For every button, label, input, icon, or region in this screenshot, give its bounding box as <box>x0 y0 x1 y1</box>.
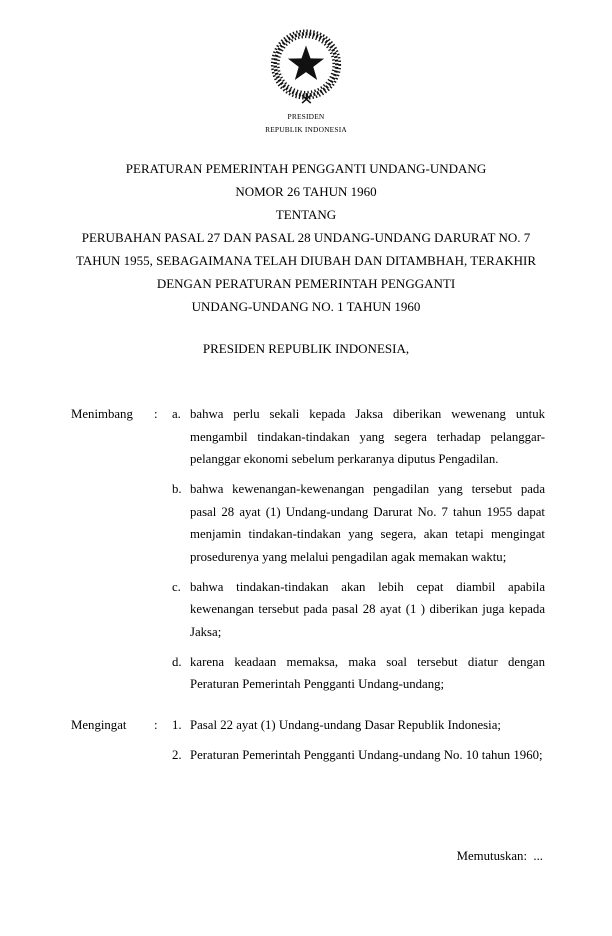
item-marker: b. <box>172 482 182 496</box>
clause-item <box>172 478 545 568</box>
item-marker: c. <box>172 579 181 594</box>
regulation-title <box>0 157 612 318</box>
clause-item <box>172 576 545 644</box>
clause-colon: : <box>154 407 158 421</box>
item-marker: d. <box>172 654 182 669</box>
title-line: TAHUN 1955, SEBAGAIMANA TELAH DIUBAH DAN DITAMBHAH, TERAKHIR <box>75 253 536 268</box>
title-line: PERUBAHAN PASAL 27 DAN PASAL 28 UNDANG-UNDANG DARURAT NO. 7 <box>81 230 531 245</box>
item-text: bahwa perlu sekali kepada Jaksa diberikan wewenang untuk mengambil tindakan-tindakan yang segera terhadap pelanggar-pelanggar ekonomi sebelum perkaranya diputus Pengadilan. <box>190 407 545 466</box>
letterhead <box>0 29 612 136</box>
title-line: TENTANG <box>275 207 337 222</box>
clause-mengingat <box>71 714 545 767</box>
memutuskan-caption: Memutuskan: ... <box>456 849 543 863</box>
menimbang-items <box>172 403 545 696</box>
title-line: NOMOR 26 TAHUN 1960 <box>235 184 377 199</box>
letterhead-line-republik-indonesia: REPUBLIK INDONESIA <box>265 125 347 134</box>
item-marker: a. <box>172 407 181 421</box>
clause-item <box>172 403 545 471</box>
item-text: Peraturan Pemerintah Pengganti Undang-undang No. 10 tahun 1960; <box>190 747 543 762</box>
clause-colon: : <box>154 717 158 732</box>
item-text: bahwa kewenangan-kewenangan pengadilan yang tersebut pada pasal 28 ayat (1) Undang-undang Darurat No. 7 tahun 1955 dapat menjamin tindakan-tindakan yang segera, akan tetapi mengingat prosedurenya yang melalui pengadilan agak memakan waktu; <box>190 482 545 564</box>
salutation: PRESIDEN REPUBLIK INDONESIA, <box>202 341 410 356</box>
item-text: Pasal 22 ayat (1) Undang-undang Dasar Republik Indonesia; <box>190 717 501 732</box>
mengingat-items <box>172 714 545 767</box>
clause-label-mengingat: Mengingat <box>71 717 127 732</box>
letterhead-org <box>0 110 612 136</box>
star-wreath-emblem-icon <box>267 29 345 107</box>
clause-item <box>172 744 545 767</box>
clause-label-menimbang: Menimbang <box>71 407 133 421</box>
letterhead-line-presiden: PRESIDEN <box>287 112 325 121</box>
item-text: bahwa tindakan-tindakan akan lebih cepat diambil apabila kewenangan tersebut pada pasal 28 ayat (1 ) diberikan juga kepada Jaksa; <box>190 579 545 639</box>
item-marker: 2. <box>172 747 182 762</box>
title-line: UNDANG-UNDANG NO. 1 TAHUN 1960 <box>191 299 421 314</box>
item-text: karena keadaan memaksa, maka soal tersebut diatur dengan Peraturan Pemerintah Pengganti Undang-undang; <box>190 654 545 691</box>
item-marker: 1. <box>172 717 182 732</box>
clause-item <box>172 651 545 696</box>
clause-menimbang <box>71 403 545 696</box>
title-line: DENGAN PERATURAN PEMERINTAH PENGGANTI <box>156 276 456 291</box>
title-line: PERATURAN PEMERINTAH PENGGANTI UNDANG-UNDANG <box>125 161 487 176</box>
clause-item <box>172 714 545 737</box>
preamble <box>71 403 545 766</box>
